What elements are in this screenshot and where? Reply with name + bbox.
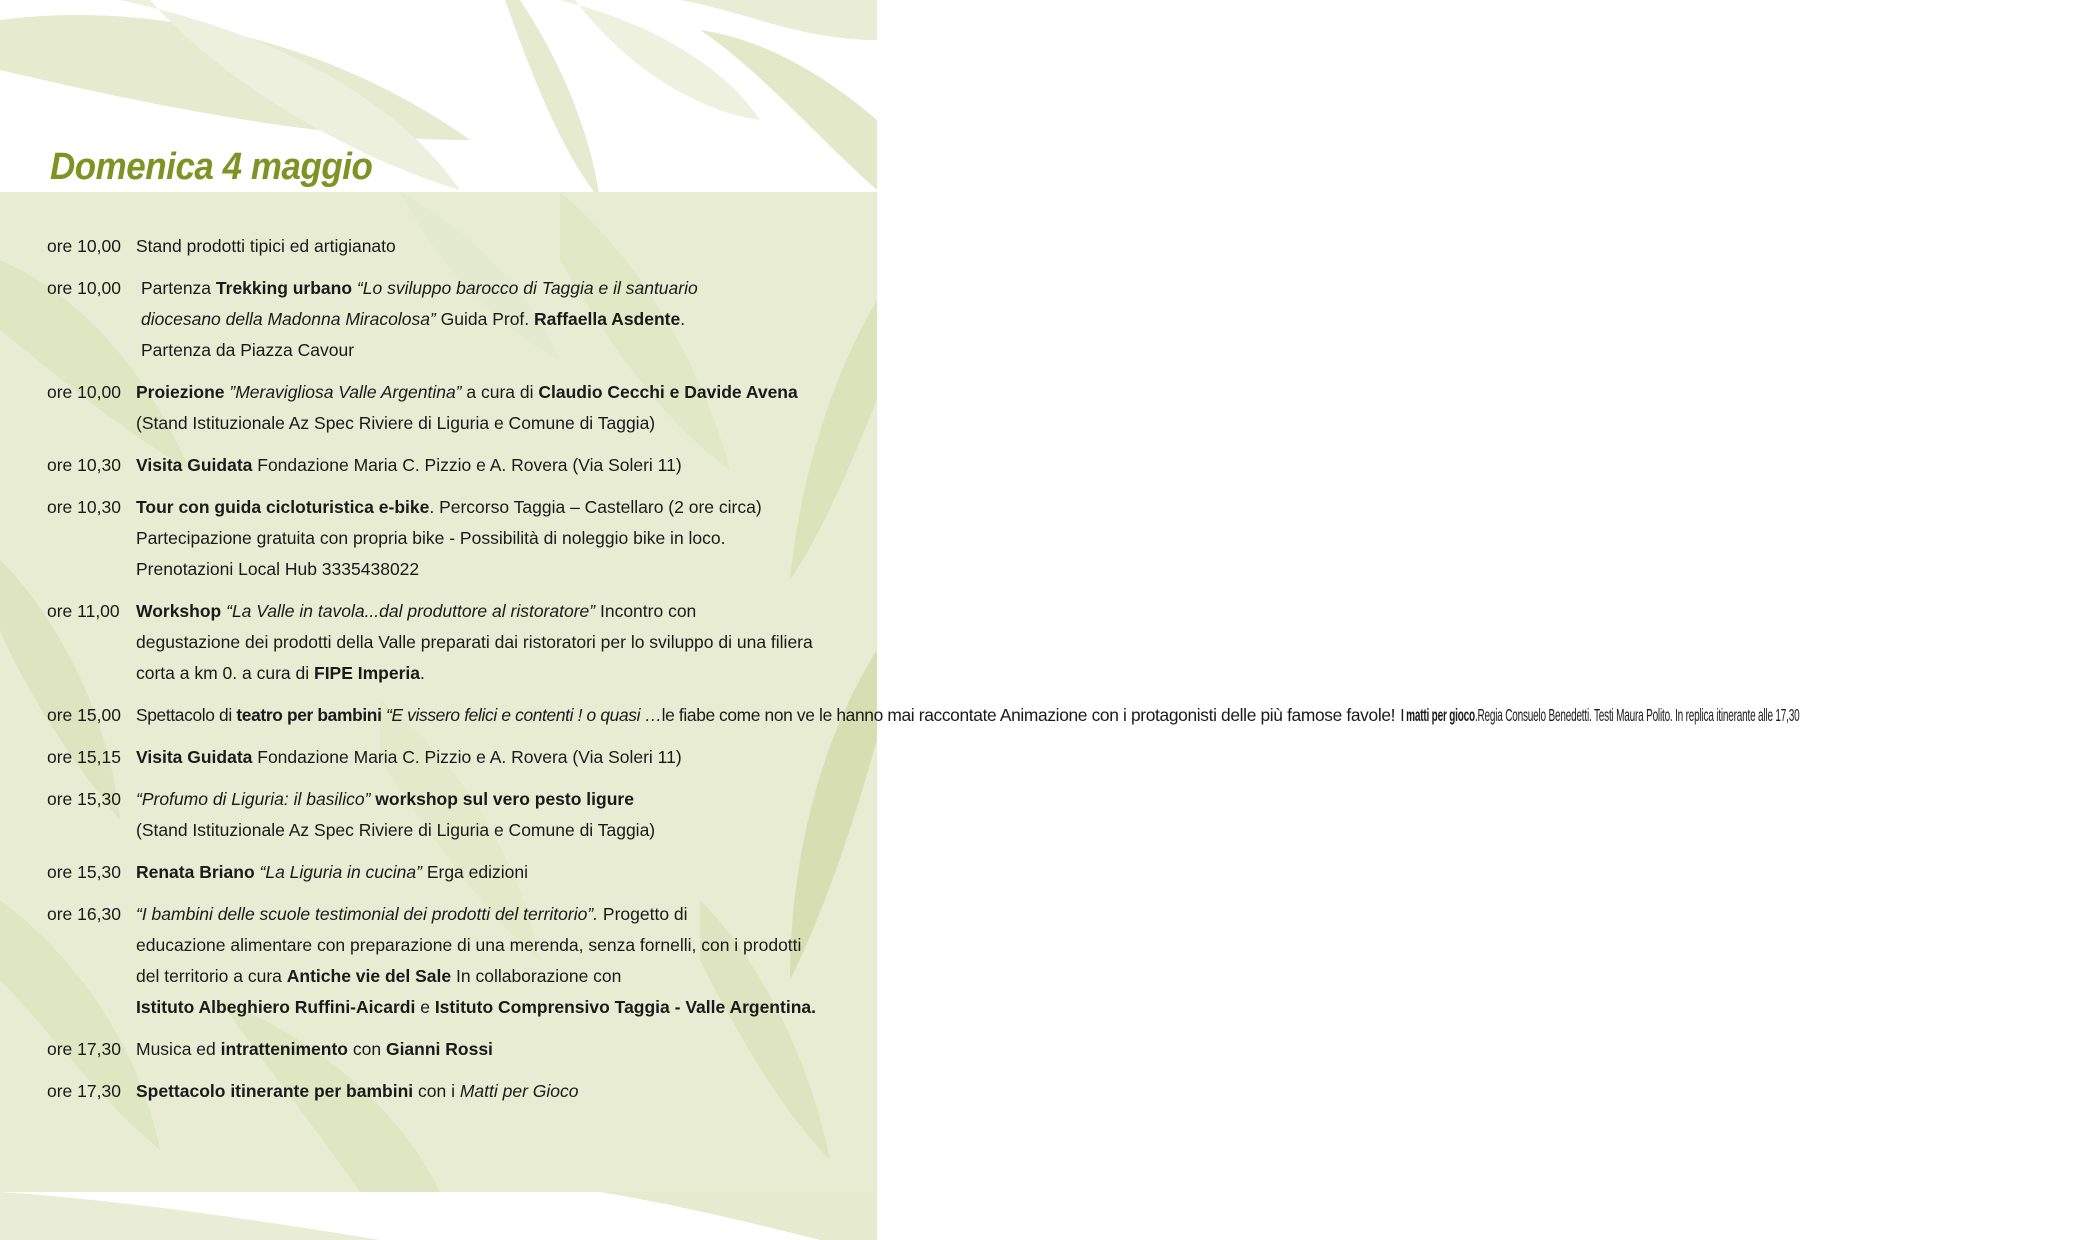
italic-text: diocesano della Madonna Miracolosa” — [141, 309, 436, 329]
event-line — [136, 596, 847, 627]
event-line — [136, 492, 847, 523]
page-title: Domenica 4 maggio — [50, 146, 373, 188]
event-line — [136, 377, 847, 408]
event-time: ore 15,00 — [47, 705, 121, 725]
event-line — [136, 815, 847, 846]
text-run: (Stand Istituzionale Az Spec Riviere di Liguria e Comune di Taggia) — [136, 820, 656, 840]
bold-text: Istituto Albeghiero Ruffini-Aicardi — [136, 997, 416, 1017]
bold-text: Workshop — [136, 601, 222, 621]
text-run: Fondazione Maria C. Pizzio e A. Rovera (Via Soleri 11) — [252, 455, 682, 475]
event-line — [136, 627, 847, 658]
bold-text: Claudio Cecchi e Davide Avena — [538, 382, 798, 402]
event-item — [47, 784, 847, 846]
event-item — [47, 273, 847, 366]
text-run: .Regia Consuelo Benedetti. Testi Maura Polito. In replica itinerante alle 17,30 — [1474, 705, 1800, 725]
event-item — [47, 231, 847, 262]
event-line — [136, 450, 847, 481]
text-run: Incontro con — [595, 601, 697, 621]
event-item — [47, 492, 847, 585]
text-run: . — [420, 663, 425, 683]
text-run: Erga edizioni — [421, 862, 528, 882]
italic-text: Matti per Gioco — [459, 1081, 579, 1101]
bold-text: intrattenimento — [220, 1039, 348, 1059]
italic-text: ”Meravigliosa Valle Argentina” — [224, 382, 462, 402]
event-line — [719, 700, 1395, 731]
event-line — [136, 231, 847, 262]
bold-text: Proiezione — [136, 382, 225, 402]
bold-text: Renata Briano — [136, 862, 255, 882]
event-time: ore 10,00 — [47, 278, 121, 298]
text-run: Guida Prof. — [435, 309, 535, 329]
text-run: In collaborazione con — [451, 966, 622, 986]
event-description — [136, 377, 847, 439]
italic-text: “Lo sviluppo barocco di Taggia e il santuario — [352, 278, 698, 298]
text-run: con — [348, 1039, 386, 1059]
text-run: Musica ed — [136, 1039, 221, 1059]
bold-text: Visita Guidata — [136, 747, 253, 767]
event-description — [136, 1076, 847, 1107]
bold-text: Istituto Comprensivo Taggia - Valle Argentina. — [434, 997, 816, 1017]
text-run: e — [415, 997, 435, 1017]
event-line — [136, 700, 715, 731]
text-run: corta a km 0. a cura di — [136, 663, 314, 683]
text-run: Progetto di — [598, 904, 688, 924]
event-line — [136, 899, 847, 930]
italic-text: “E vissero felici e contenti ! o quasi … — [381, 705, 662, 725]
text-run: (Stand Istituzionale Az Spec Riviere di Liguria e Comune di Taggia) — [136, 413, 656, 433]
event-line — [136, 554, 847, 585]
event-item — [47, 450, 847, 481]
event-line — [136, 961, 847, 992]
text-run: a cura di — [461, 382, 539, 402]
event-item — [47, 1034, 847, 1065]
event-description — [136, 596, 847, 689]
event-item — [47, 742, 847, 773]
bold-text: FIPE Imperia — [314, 663, 421, 683]
event-time: ore 10,00 — [47, 382, 121, 402]
event-time: ore 17,30 — [47, 1039, 121, 1059]
event-item — [47, 857, 847, 888]
text-run: Stand prodotti tipici ed artigianato — [136, 236, 396, 256]
italic-text: “La Valle in tavola...dal produttore al ristoratore” — [221, 601, 596, 621]
italic-text: “I bambini delle scuole testimonial dei prodotti del territorio”. — [136, 904, 599, 924]
text-run: le fiabe — [661, 705, 715, 725]
event-item — [47, 596, 847, 689]
event-time: ore 11,00 — [47, 601, 120, 621]
event-line — [136, 1034, 847, 1065]
text-run: . Percorso Taggia – Castellaro (2 ore circa) — [429, 497, 762, 517]
bold-text: Tour con guida cicloturistica e-bike — [136, 497, 430, 517]
event-time: ore 10,30 — [47, 497, 121, 517]
bold-text: Spettacolo itinerante per bambini — [136, 1081, 414, 1101]
event-item — [47, 700, 1800, 731]
event-description — [136, 784, 847, 846]
event-description — [136, 492, 847, 585]
italic-text: “Profumo di Liguria: il basilico” — [136, 789, 371, 809]
event-description — [136, 450, 847, 481]
event-time: ore 10,30 — [47, 455, 121, 475]
bold-text: teatro per bambini — [236, 705, 382, 725]
event-line — [136, 408, 847, 439]
italic-text: “La Liguria in cucina” — [254, 862, 422, 882]
text-run: del territorio a cura — [136, 966, 287, 986]
text-run: . — [680, 309, 686, 329]
event-description — [136, 231, 847, 262]
text-run: Partecipazione gratuita con propria bike - Possibilità di noleggio bike in loco. — [136, 528, 726, 548]
text-run: con i — [413, 1081, 460, 1101]
bold-text: Visita Guidata — [136, 455, 253, 475]
event-time: ore 16,30 — [47, 904, 121, 924]
event-description — [136, 700, 2098, 731]
text-run: Prenotazioni Local Hub 3335438022 — [136, 559, 420, 579]
text-run: degustazione dei prodotti della Valle preparati dai ristoratori per lo sviluppo di una filiera — [136, 632, 813, 652]
event-line — [136, 1076, 847, 1107]
bold-text: Antiche vie del Sale — [286, 966, 452, 986]
text-run: come non ve le hanno mai raccontate Animazione con i protagonisti delle più famose favole! — [719, 705, 1396, 725]
event-line — [136, 992, 847, 1023]
event-item — [47, 899, 847, 1023]
event-line — [136, 857, 847, 888]
bold-text: I matti per gioco — [1401, 705, 1475, 725]
event-description — [136, 742, 847, 773]
text-run: educazione alimentare con preparazione di una merenda, senza fornelli, con i prodotti — [136, 935, 802, 955]
text-run: Spettacolo di — [136, 705, 237, 725]
event-time: ore 10,00 — [47, 236, 121, 256]
bold-text: workshop sul vero pesto ligure — [375, 789, 634, 809]
event-line — [136, 304, 847, 335]
event-description — [136, 273, 847, 366]
event-time: ore 15,30 — [47, 789, 121, 809]
bold-text: Raffaella Asdente — [534, 309, 681, 329]
bold-text: Trekking urbano — [215, 278, 353, 298]
event-line — [136, 335, 847, 366]
event-description — [136, 857, 847, 888]
event-line — [136, 273, 847, 304]
event-time: ore 15,15 — [47, 747, 121, 767]
text-run: Fondazione Maria C. Pizzio e A. Rovera (Via Soleri 11) — [252, 747, 682, 767]
bold-text: Gianni Rossi — [385, 1039, 493, 1059]
event-item — [47, 377, 847, 439]
event-line — [1401, 700, 1799, 731]
event-line — [136, 930, 847, 961]
event-schedule — [47, 231, 1800, 1118]
event-time: ore 15,30 — [47, 862, 121, 882]
event-line — [136, 742, 847, 773]
event-line — [136, 523, 847, 554]
event-item — [47, 1076, 847, 1107]
event-line — [136, 658, 847, 689]
event-description — [136, 1034, 847, 1065]
event-time: ore 17,30 — [47, 1081, 121, 1101]
event-description — [136, 899, 847, 1023]
event-line — [136, 784, 847, 815]
text-run: Partenza — [141, 278, 216, 298]
text-run: Partenza da Piazza Cavour — [141, 340, 355, 360]
